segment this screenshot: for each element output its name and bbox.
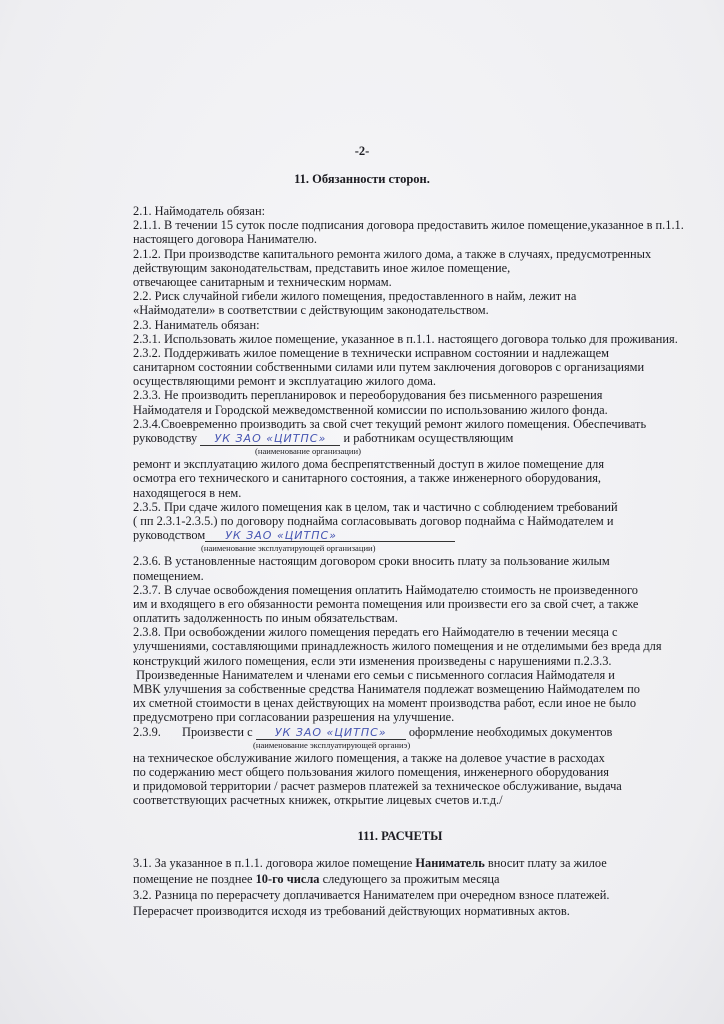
section-2-title: 11. Обязанности сторон. [294, 172, 430, 186]
text-line: санитарном состоянии собственными силами или путем заключения договоров с организациями [133, 360, 645, 375]
text-line: оплатить задолженность по иным обязательствам. [133, 611, 398, 626]
text-fragment-bold: Наниматель [415, 856, 485, 870]
text-line: отвечающее санитарным и техническим нормам. [133, 274, 392, 289]
text-line: Произведенные Нанимателем и членами его семьи с письменного согласия Наймодателя и [133, 667, 615, 682]
text-line: 2.1. Наймодатель обязан: [133, 204, 266, 218]
text-line: конструкций жилого помещения, если эти изменения произведены с нарушениями п.2.3.3. [133, 653, 612, 668]
text-fragment: Произвести с [182, 724, 253, 739]
text-line [133, 725, 713, 739]
text-line: осмотра его технического и санитарного состояния, а также инженерного оборудования, [133, 471, 602, 486]
text-line: 2.3.5. При сдаче жилого помещения как в целом, так и частично с соблюдением требований [133, 499, 618, 514]
text-fragment: вносит плату за жилое [484, 856, 607, 870]
text-line: 2.3.3. Не производить перепланировок и переоборудования без письменного разрешения [133, 388, 603, 403]
text-line: Перерасчет производится исходя из требований действующих нормативных актов. [133, 904, 570, 918]
text-line: 2.3.8. При освобождении жилого помещения передать его Наймодателю в течении месяца с [133, 625, 618, 640]
text-line: их сметной стоимости в ценах действующих на момент производства работ, если иное не было [133, 696, 637, 711]
text-line: 2.1.1. В течении 15 суток после подписания договора предоставить жилое помещение,указанное в п.1.1. [133, 218, 684, 233]
text-line: 3.2. Разница по перерасчету доплачивается Нанимателем при очередном взносе платежей. [133, 888, 610, 902]
section-2-body [133, 204, 713, 808]
text-line: ремонт и эксплуатацию жилого дома беспрепятственный доступ в жилое помещение для [133, 457, 605, 472]
section-3-body [133, 855, 713, 919]
text-line: 2.3.6. В установленные настоящим договором сроки вносить плату за пользование жилым [133, 554, 610, 569]
text-line: 2.3.2. Поддерживать жилое помещение в технически исправном состоянии и надлежащем [133, 345, 609, 360]
text-line: осуществляющими ремонт и эксплуатацию жилого дома. [133, 374, 436, 389]
text-line: предусмотрено при согласовании разрешения на улучшение. [133, 710, 455, 725]
handwritten-org-field: УК ЗАО «ЦИТПС» [205, 529, 455, 542]
text-line [133, 528, 713, 542]
text-line: 2.2. Риск случайной гибели жилого помещения, предоставленного в найм, лежит на [133, 289, 577, 304]
text-line: соответствующих расчетных книжек, открытие лицевых счетов и.т.д./ [133, 793, 503, 808]
text-line [133, 855, 713, 871]
text-line: 2.3. Наниматель обязан: [133, 317, 260, 332]
text-line: им и входящего в его обязанности ремонта помещения или произвести его за свой счет, а также [133, 596, 639, 611]
text-fragment: 3.1. За указанное в п.1.1. договора жилое помещение [133, 856, 416, 870]
text-line [133, 431, 713, 445]
text-line: на техническое обслуживание жилого помещения, а также на долевое участие в расходах [133, 750, 605, 765]
text-line: ( пп 2.3.1-2.3.5.) по договору поднайма согласовывать договор поднайма с Наймодателем и [133, 513, 614, 528]
text-fragment: 2.3.9. [133, 724, 161, 739]
text-fragment: руководству [133, 431, 198, 445]
field-caption: (наименование эксплуатирующей органиэ) [253, 739, 411, 750]
text-line: 2.3.4.Своевременно производить за свой счет текущий ремонт жилого помещения. Обеспечивать [133, 416, 647, 431]
page-number: -2- [354, 144, 370, 158]
field-caption: (наименование эксплуатирующей организации) [201, 543, 376, 554]
section-3-title: 111. РАСЧЕТЫ [357, 829, 443, 843]
text-line: улучшениями, составляющими принадлежность жилого помещения и не отделимыми без вреда для [133, 639, 662, 654]
text-line: 2.3.7. В случае освобождения помещения оплатить Наймодателю стоимость не произведенного [133, 582, 638, 597]
handwritten-org-field: УК ЗАО «ЦИТПС» [200, 432, 340, 446]
text-line [133, 871, 713, 887]
text-fragment: руководством [133, 528, 206, 543]
handwritten-org-field: УК ЗАО «ЦИТПС» [256, 726, 406, 740]
text-line: действующим законодательствам, представить иное жилое помещение, [133, 260, 511, 275]
text-line: МВК улучшения за собственные средства Нанимателя подлежат возмещению Наймодателем по [133, 682, 640, 696]
text-line: и придомовой территории / расчет размеров платежей за техническое обслуживание, выдача [133, 779, 622, 794]
text-fragment: оформление необходимых документов [408, 724, 613, 739]
text-fragment-bold: 10-го числа [255, 872, 320, 886]
field-caption: (наименование организации) [255, 446, 361, 457]
text-line: «Наймодатели» в соответствии с действующим законодательством. [133, 303, 489, 318]
text-line: находящегося в нем. [133, 485, 242, 500]
text-line: по содержанию мест общего пользования жилого помещения, инженерного оборудования [133, 764, 609, 779]
text-line: настоящего договора Нанимателю. [133, 232, 317, 247]
text-line: Наймодателя и Городской межведомственной комиссии по использованию жилого фонда. [133, 402, 608, 417]
text-line: помещением. [133, 568, 204, 583]
text-fragment: и работникам осуществляющим [343, 431, 514, 445]
text-line: 2.1.2. При производстве капитального ремонта жилого дома, а также в случаях, предусмотренных [133, 246, 652, 261]
text-line: 2.3.1. Использовать жилое помещение, указанное в п.1.1. настоящего договора только для проживания. [133, 331, 678, 346]
text-fragment: следующего за прожитым месяца [319, 872, 500, 886]
text-fragment: помещение не позднее [133, 872, 256, 886]
